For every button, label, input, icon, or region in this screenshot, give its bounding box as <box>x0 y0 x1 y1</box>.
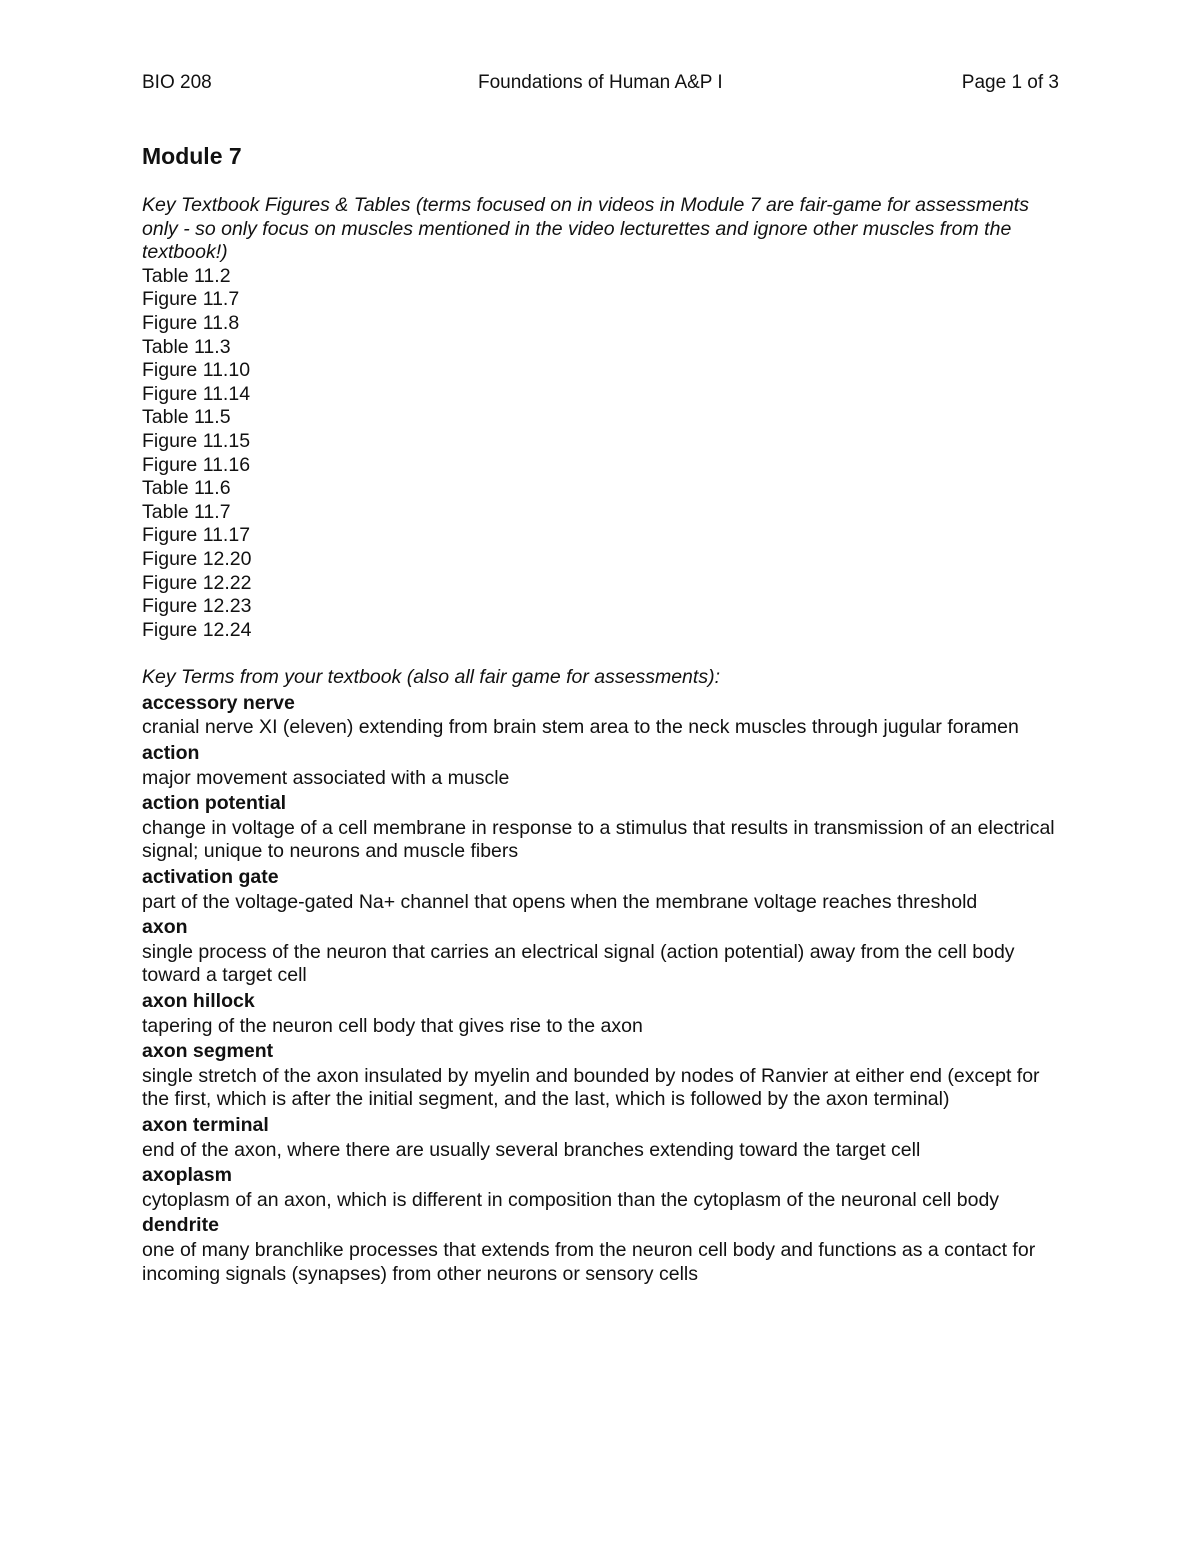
term-definition: end of the axon, where there are usually several branches extending toward the target cell <box>142 1138 921 1161</box>
module-title: Module 7 <box>142 143 242 169</box>
figures-intro: Key Textbook Figures & Tables (terms focused on in videos in Module 7 are fair-game for assessments only - so only focus on muscles mentioned in the video lecturettes and ignore other muscles from the textbook!) <box>142 194 1029 264</box>
term-heading: activation gate <box>142 866 279 889</box>
list-item: Figure 12.24 <box>142 618 252 641</box>
list-item: Table 11.5 <box>142 406 231 429</box>
list-item: Figure 11.8 <box>142 311 240 334</box>
term-heading: axon <box>142 916 188 939</box>
term-heading: axon hillock <box>142 990 255 1012</box>
term-definition: single process of the neuron that carries an electrical signal (action potential) away from the cell body toward a target cell <box>142 940 1015 987</box>
list-item: Table 11.3 <box>142 335 231 358</box>
term-heading: action <box>142 742 200 765</box>
course-title: Foundations of Human A&P I <box>478 72 723 93</box>
list-item: Figure 11.10 <box>142 359 251 382</box>
list-item: Figure 12.22 <box>142 571 252 594</box>
term-heading: axon segment <box>142 1040 274 1063</box>
term-definition: one of many branchlike processes that extends from the neuron cell body and functions as a contact for incoming signals (synapses) from other neurons or sensory cells <box>142 1238 1036 1285</box>
list-item: Figure 11.15 <box>142 429 251 452</box>
term-definition: cytoplasm of an axon, which is different in composition than the cytoplasm of the neuronal cell body <box>142 1188 1000 1211</box>
list-item: Figure 11.16 <box>142 453 251 476</box>
list-item: Table 11.2 <box>142 264 231 287</box>
term-heading: axoplasm <box>142 1164 232 1187</box>
list-item: Figure 12.20 <box>142 547 252 570</box>
list-item: Table 11.7 <box>142 500 231 523</box>
term-heading: action potential <box>142 792 287 815</box>
running-header <box>142 70 1059 96</box>
term-heading: dendrite <box>142 1214 219 1237</box>
term-definition: change in voltage of a cell membrane in response to a stimulus that results in transmission of an electrical signal; unique to neurons and muscle fibers <box>142 816 1055 863</box>
term-definition: cranial nerve XI (eleven) extending from brain stem area to the neck muscles through jugular foramen <box>142 716 1019 739</box>
term-definition: single stretch of the axon insulated by myelin and bounded by nodes of Ranvier at either end (except for the first, which is after the initial segment, and the last, which is followed by the axon terminal) <box>142 1064 1040 1111</box>
term-definition: part of the voltage-gated Na+ channel that opens when the membrane voltage reaches threshold <box>142 890 978 913</box>
term-heading: axon terminal <box>142 1113 269 1136</box>
page-content <box>142 140 1062 1286</box>
list-item: Figure 11.14 <box>142 382 251 405</box>
page-number: Page 1 of 3 <box>961 72 1059 93</box>
key-terms-intro: Key Terms from your textbook (also all fair game for assessments): <box>142 666 720 689</box>
list-item: Figure 11.7 <box>142 288 240 311</box>
list-item: Figure 11.17 <box>142 524 251 547</box>
list-item: Figure 12.23 <box>142 595 252 618</box>
term-definition: major movement associated with a muscle <box>142 766 510 789</box>
figure-table-list <box>142 265 1062 643</box>
list-item: Table 11.6 <box>142 477 231 500</box>
term-definition: tapering of the neuron cell body that gives rise to the axon <box>142 1014 643 1037</box>
glossary <box>142 692 1062 1286</box>
term-heading: accessory nerve <box>142 691 295 714</box>
course-code: BIO 208 <box>142 72 212 93</box>
